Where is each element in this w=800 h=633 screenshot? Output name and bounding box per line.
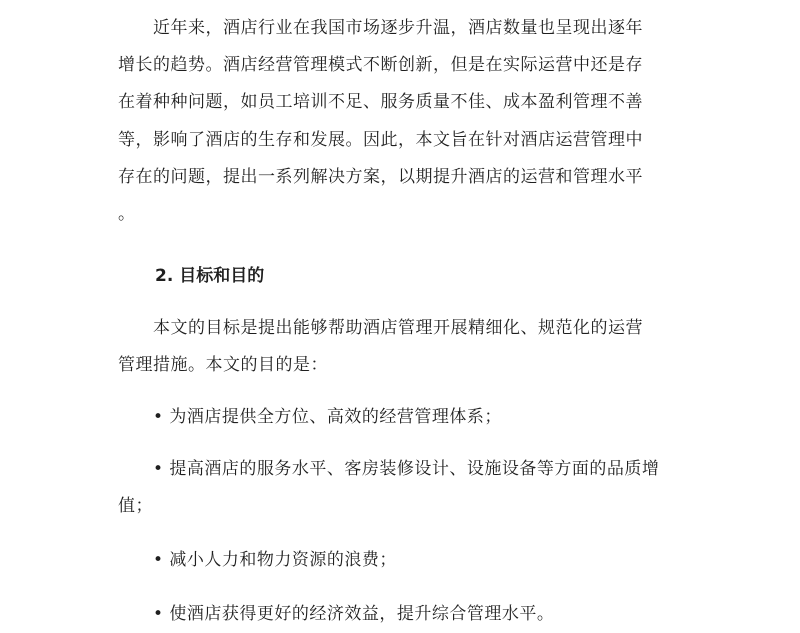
goal-paragraph xyxy=(118,310,698,384)
paragraph-line: 近年来，酒店行业在我国市场逐步升温，酒店数量也呈现出逐年 xyxy=(153,18,643,38)
section-heading: 2. 目标和目的 xyxy=(155,266,265,287)
list-item-line: • 提高酒店的服务水平、客房装修设计、设施设备等方面的品质增 xyxy=(153,458,660,479)
paragraph-line: 管理措施。本文的目的是： xyxy=(118,355,328,376)
list-item: • 使酒店获得更好的经济效益，提升综合管理水平。 xyxy=(153,603,555,624)
paragraph-line: 。 xyxy=(118,204,136,225)
paragraph-line: 增长的趋势。酒店经营管理模式不断创新，但是在实际运营中还是存 xyxy=(118,55,643,76)
paragraph-line: 存在的问题，提出一系列解决方案，以期提升酒店的运营和管理水平 xyxy=(118,166,643,187)
paragraph-line: 在着种种问题，如员工培训不足、服务质量不佳、成本盈利管理不善 xyxy=(118,92,643,113)
list-item: • 减小人力和物力资源的浪费； xyxy=(153,549,397,570)
paragraph-line: 等，影响了酒店的生存和发展。因此，本文旨在针对酒店运营管理中 xyxy=(118,129,643,150)
list-item xyxy=(118,451,698,525)
list-item-line: 值； xyxy=(118,495,153,516)
paragraph-line: 本文的目标是提出能够帮助酒店管理开展精细化、规范化的运营 xyxy=(153,318,643,339)
bullet-list xyxy=(118,399,698,633)
document-body xyxy=(118,10,698,633)
list-item: • 为酒店提供全方位、高效的经营管理体系； xyxy=(153,406,502,427)
intro-paragraph xyxy=(118,10,698,233)
